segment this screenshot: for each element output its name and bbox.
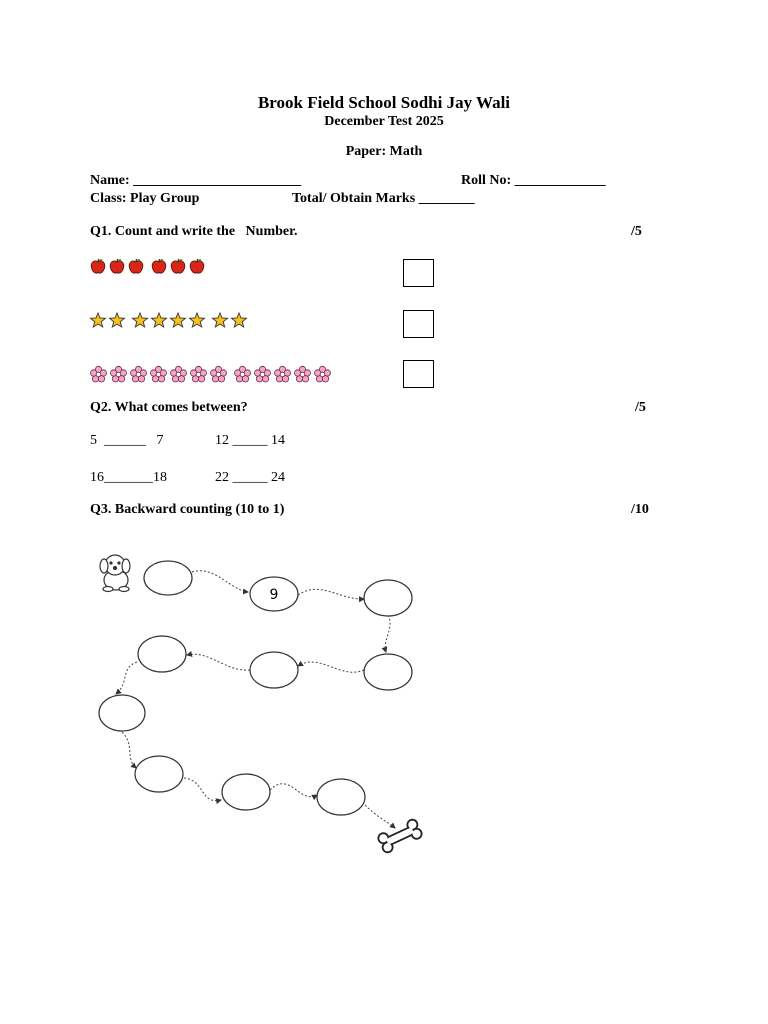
count-circle[interactable] xyxy=(138,636,186,672)
q2-marks: /5 xyxy=(635,400,646,415)
path-arrow xyxy=(116,662,137,694)
count-circle[interactable] xyxy=(135,756,183,792)
name-field[interactable]: Name: ________________________ xyxy=(90,173,302,188)
count-circle[interactable] xyxy=(364,654,412,690)
circle-number: 9 xyxy=(269,587,279,603)
count-circle[interactable] xyxy=(222,774,270,810)
q3-title: Q3. Backward counting (10 to 1) xyxy=(90,502,285,517)
path-arrow xyxy=(298,589,364,599)
between-item[interactable]: 5 ______ 7 xyxy=(90,433,164,448)
between-item[interactable]: 12 _____ 14 xyxy=(215,433,285,448)
path-arrow xyxy=(122,732,136,768)
path-arrow xyxy=(365,805,395,828)
count-circle[interactable] xyxy=(364,580,412,616)
roll-no-field[interactable]: Roll No: _____________ xyxy=(461,173,606,188)
count-circle[interactable] xyxy=(250,652,298,688)
marks-field[interactable]: Total/ Obtain Marks ________ xyxy=(292,191,475,206)
between-item[interactable]: 16_______18 xyxy=(90,470,167,485)
bone-icon xyxy=(377,818,424,854)
path-arrow xyxy=(270,784,317,797)
school-name: Brook Field School Sodhi Jay Wali xyxy=(257,93,511,112)
path-arrow xyxy=(298,662,364,672)
count-circle[interactable] xyxy=(99,695,145,731)
q2-title: Q2. What comes between? xyxy=(90,400,248,415)
path-arrow xyxy=(385,615,390,652)
between-item[interactable]: 22 _____ 24 xyxy=(215,470,285,485)
path-arrow xyxy=(192,571,248,592)
count-circle[interactable] xyxy=(317,779,365,815)
count-circle[interactable] xyxy=(144,561,192,595)
test-name: December Test 2025 xyxy=(324,114,444,129)
q1-marks: /5 xyxy=(631,224,642,239)
puppy-icon xyxy=(100,555,130,592)
q3-marks: /10 xyxy=(631,502,649,517)
q1-title: Q1. Count and write the Number. xyxy=(90,224,298,239)
class-label: Class: Play Group xyxy=(90,191,200,206)
paper-subject: Paper: Math xyxy=(345,144,423,159)
path-arrow xyxy=(184,778,221,801)
path-arrow xyxy=(187,654,250,670)
